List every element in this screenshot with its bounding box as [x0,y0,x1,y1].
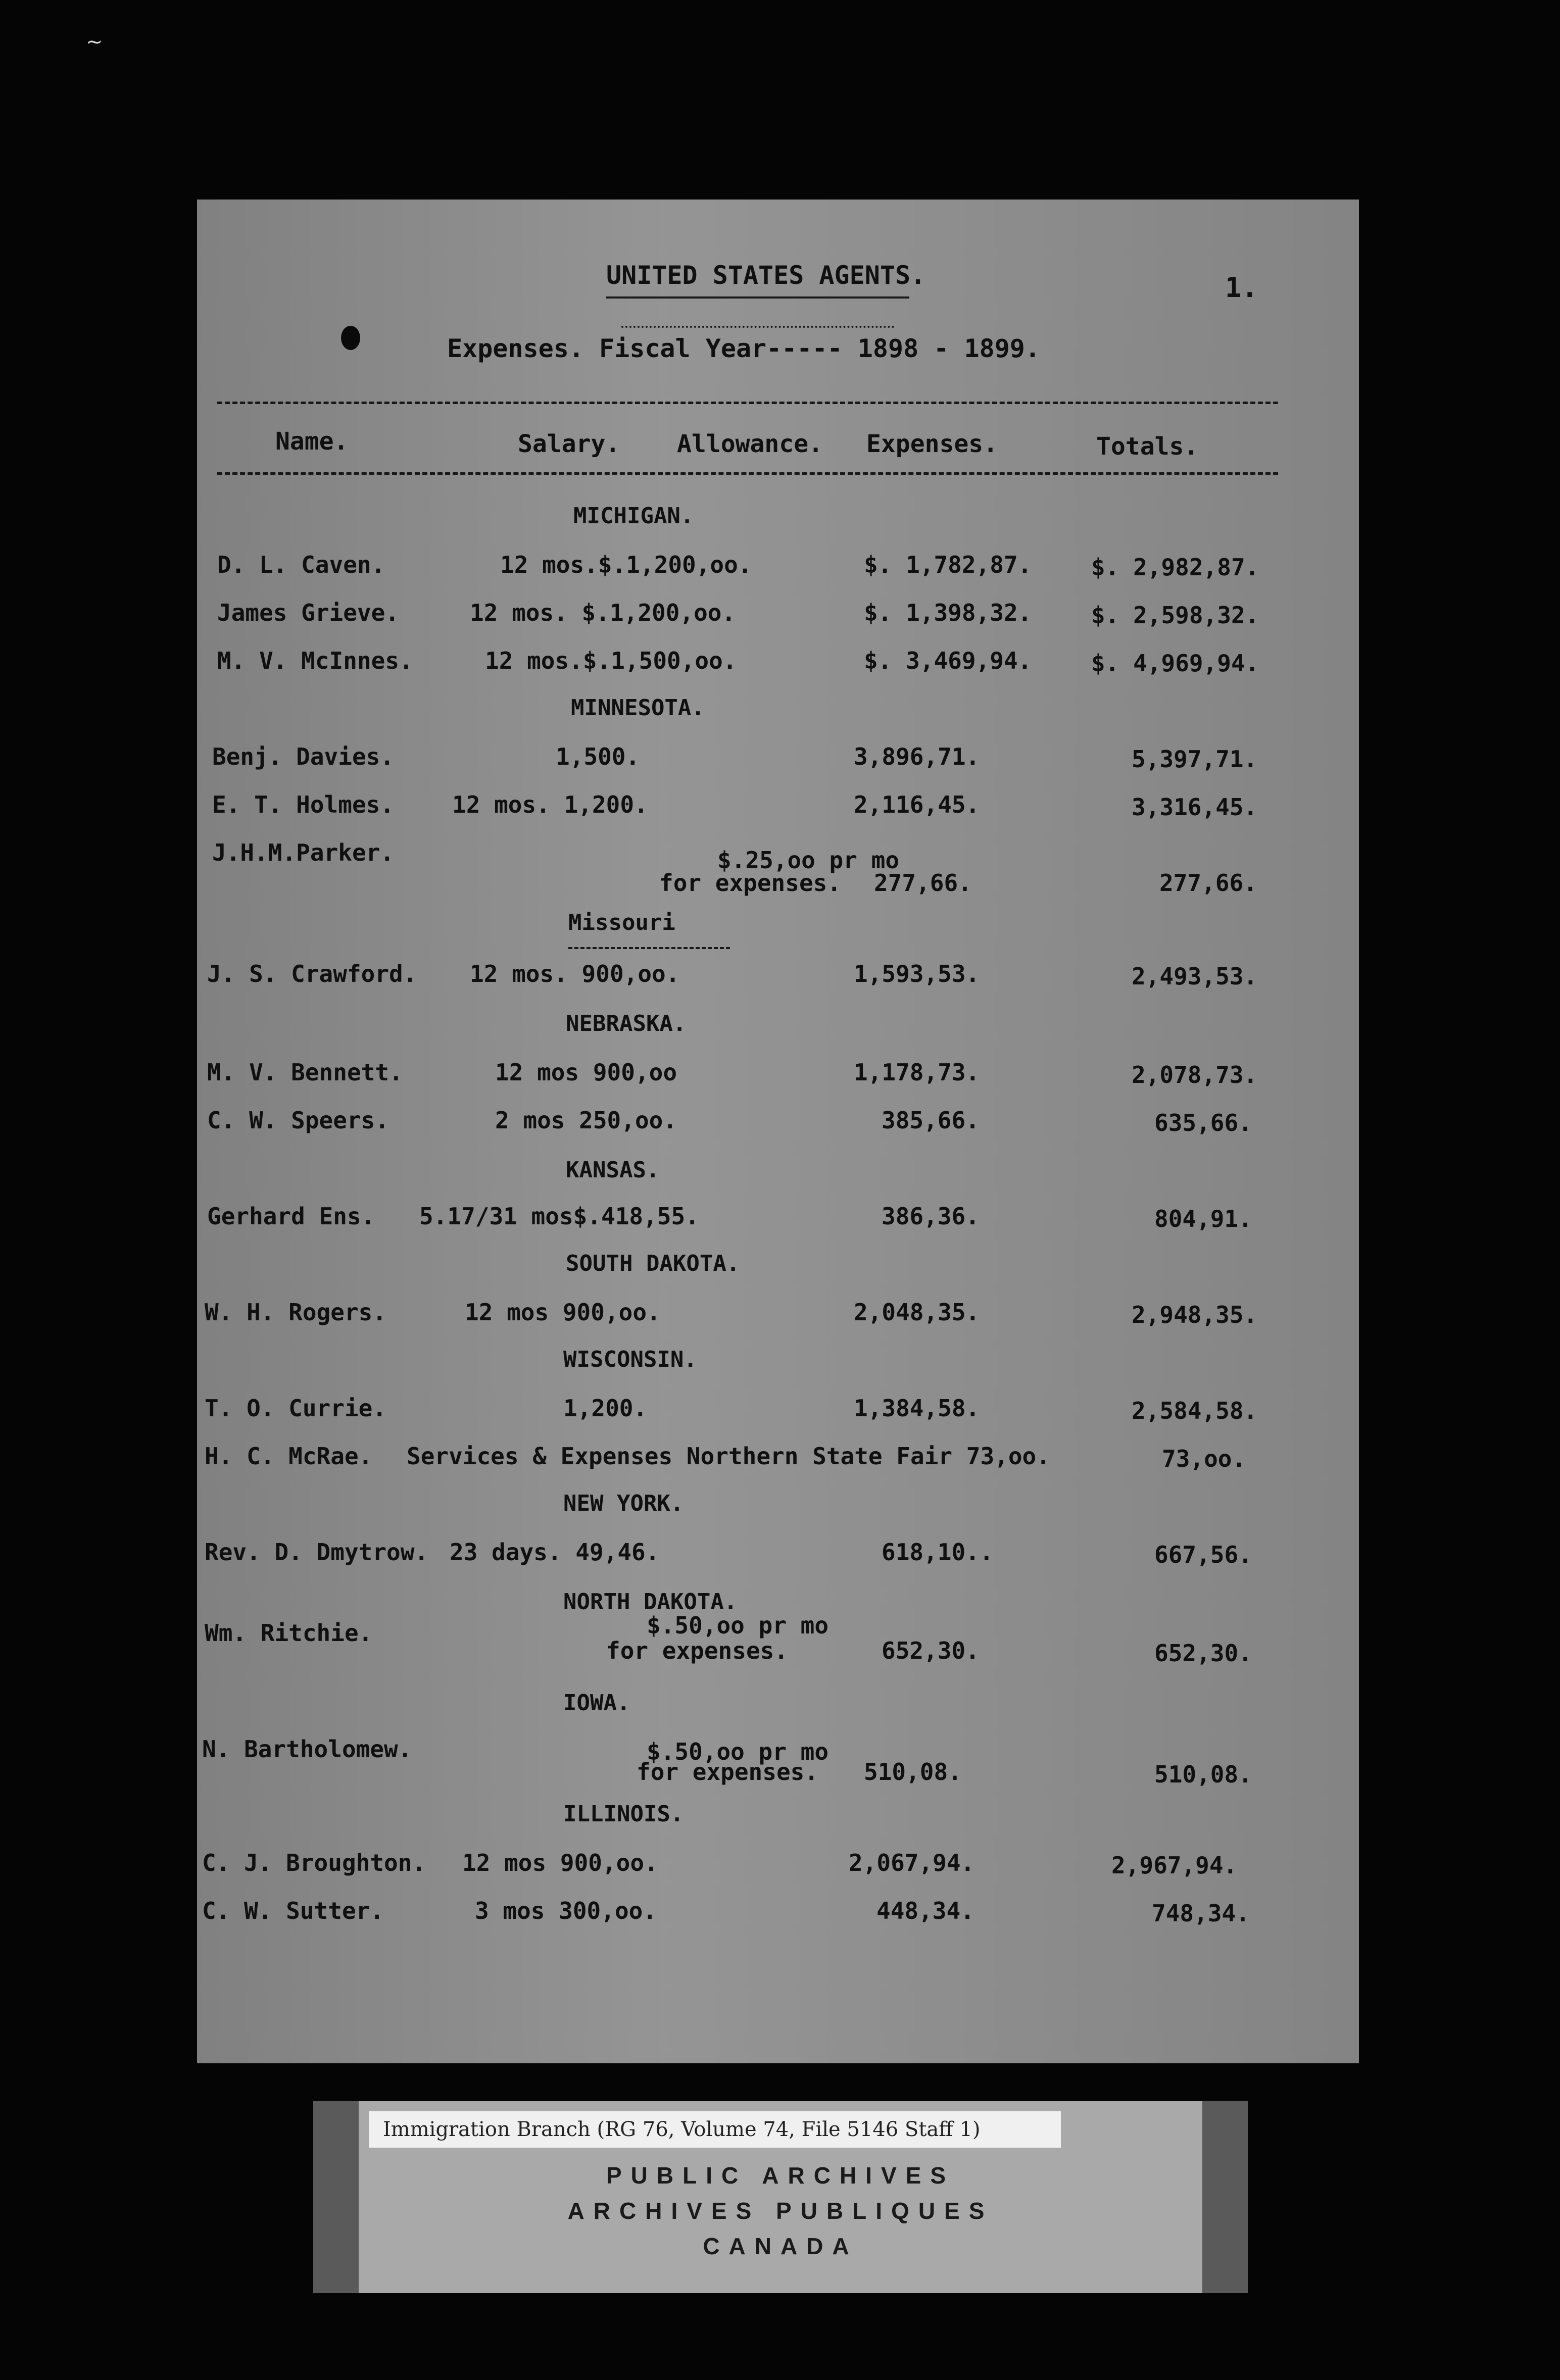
section-underline [568,947,730,949]
row-total: $. 2,598,32. [1091,602,1259,629]
section-new-york: NEW YORK. [563,1491,684,1516]
row-total: 3,316,45. [1132,794,1258,821]
row-expenses: 277,66. [874,869,972,897]
row-expenses: $. 1,398,32. [864,599,1032,626]
column-header-expenses: Expenses. [866,430,998,458]
row-total: 510,08. [1154,1761,1252,1788]
column-header-allowance: Allowance. [677,430,823,458]
row-total: 667,56. [1154,1541,1252,1568]
row-expenses: 448,34. [876,1897,974,1924]
column-header-name: Name. [275,427,349,456]
section-iowa: IOWA. [563,1690,630,1716]
row-name: M. V. McInnes. [217,647,413,674]
row-allowance: $.25,oo pr mo [717,847,900,874]
row-salary: 1,500. [556,743,640,770]
title-dots [621,326,894,328]
row-expenses: 2,048,35. [854,1299,980,1326]
row-allowance: $.50,oo pr mo [647,1738,829,1765]
section-missouri: Missouri [568,910,675,935]
row-total: 635,66. [1154,1109,1252,1136]
row-name: Benj. Davies. [212,743,395,770]
header-rule-bottom [217,472,1278,475]
row-expenses: 386,36. [882,1203,980,1230]
archive-line-2: ARCHIVES PUBLIQUES [567,2198,994,2224]
archive-line-3: CANADA [703,2233,858,2259]
page-number: 1. [1225,272,1258,304]
section-minnesota: MINNESOTA. [571,695,705,721]
row-total: $. 4,969,94. [1091,650,1259,677]
row-name: M. V. Bennett. [207,1059,403,1086]
row-salary: 12 mos 900,oo. [462,1849,658,1876]
row-expenses: 1,178,73. [854,1059,980,1086]
row-total: 277,66. [1159,869,1257,897]
row-total: 2,967,94. [1111,1852,1238,1879]
row-total: 804,91. [1154,1205,1252,1232]
row-salary: 2 mos 250,oo. [495,1107,677,1134]
corner-mark: ∼ [86,30,103,54]
row-allowance-note: for expenses. [659,869,842,897]
row-name: C. J. Broughton. [202,1849,426,1876]
row-note: Services & Expenses Northern State Fair 73,oo. [407,1443,1050,1470]
row-name: H. C. McRae. [205,1443,373,1470]
row-expenses: 1,384,58. [854,1395,980,1422]
row-name: J. S. Crawford. [207,960,417,987]
row-allowance: $.50,oo pr mo [647,1612,829,1639]
row-expenses: 618,10.. [882,1539,994,1566]
row-salary: 1,200. [563,1395,648,1422]
row-name: Rev. D. Dmytrow. [205,1539,429,1566]
row-salary: 12 mos. 900,oo. [470,960,680,987]
section-wisconsin: WISCONSIN. [563,1347,697,1372]
row-name: N. Bartholomew. [202,1736,412,1763]
row-allowance-note: for expenses. [637,1758,819,1786]
section-nebraska: NEBRASKA. [566,1011,687,1036]
row-name: J.H.M.Parker. [212,839,395,866]
ink-blot [341,326,360,350]
row-total: 73,oo. [1162,1445,1246,1472]
archive-label [313,2101,1248,2293]
section-south-dakota: SOUTH DAKOTA. [566,1251,740,1276]
row-name: Gerhard Ens. [207,1203,375,1230]
row-name: Wm. Ritchie. [205,1619,373,1647]
row-name: T. O. Currie. [205,1395,387,1422]
row-name: E. T. Holmes. [212,791,395,818]
row-name: W. H. Rogers. [205,1299,387,1326]
row-total: 5,397,71. [1132,746,1258,773]
column-header-salary: Salary. [518,430,620,458]
section-michigan: MICHIGAN. [573,503,694,529]
row-total: 748,34. [1152,1900,1250,1927]
row-total: $. 2,982,87. [1091,554,1259,581]
row-salary: 5.17/31 mos$.418,55. [419,1203,699,1230]
row-expenses: 3,896,71. [854,743,980,770]
section-north-dakota: NORTH DAKOTA. [563,1589,738,1615]
row-total: 2,078,73. [1132,1061,1258,1088]
section-kansas: KANSAS. [566,1157,660,1183]
row-salary: 23 days. 49,46. [450,1539,660,1566]
row-salary: 12 mos.$.1,500,oo. [485,647,737,674]
document-subtitle: Expenses. Fiscal Year----- 1898 - 1899. [447,334,1040,363]
row-expenses: 2,067,94. [849,1849,975,1876]
row-expenses: $. 1,782,87. [864,551,1032,578]
row-salary: 12 mos. 1,200. [452,791,648,818]
row-salary: 12 mos 900,oo [495,1059,677,1086]
document-title: UNITED STATES AGENTS. [606,261,926,290]
title-underline [606,296,909,299]
row-name: C. W. Speers. [207,1107,389,1134]
row-total: 2,584,58. [1132,1397,1258,1424]
column-header-totals: Totals. [1096,432,1199,461]
row-name: D. L. Caven. [217,551,385,578]
row-expenses: 385,66. [882,1107,980,1134]
row-salary: 12 mos. $.1,200,oo. [470,599,736,626]
row-salary: 3 mos 300,oo. [475,1897,657,1924]
row-expenses: 652,30. [882,1637,980,1664]
row-name: C. W. Sutter. [202,1897,384,1924]
archive-reference: Immigration Branch (RG 76, Volume 74, File 5146 Staff 1) [369,2111,1061,2148]
row-salary: 12 mos 900,oo. [465,1299,661,1326]
ledger-sheet [197,200,1359,2063]
row-allowance-note: for expenses. [606,1637,789,1664]
archive-line-1: PUBLIC ARCHIVES [606,2162,955,2189]
row-expenses: 510,08. [864,1758,962,1786]
row-expenses: $. 3,469,94. [864,647,1032,674]
row-salary: 12 mos.$.1,200,oo. [500,551,752,578]
row-total: 2,948,35. [1132,1301,1258,1328]
row-total: 2,493,53. [1132,963,1258,990]
section-illinois: ILLINOIS. [563,1801,684,1827]
row-expenses: 2,116,45. [854,791,980,818]
row-expenses: 1,593,53. [854,960,980,987]
row-total: 652,30. [1154,1640,1252,1667]
header-rule-top [217,402,1278,404]
row-name: James Grieve. [217,599,400,626]
